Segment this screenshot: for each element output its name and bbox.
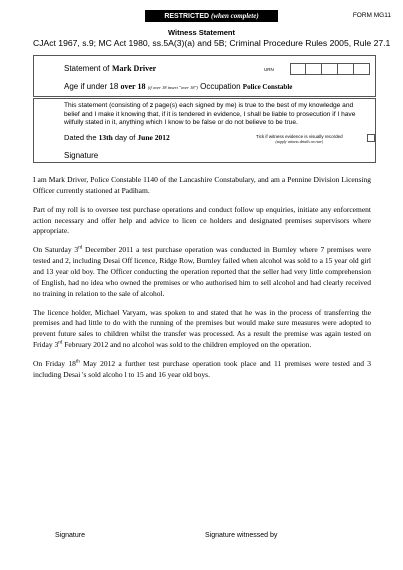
dated-month-year: June 2012 <box>137 133 170 142</box>
superscript: rd <box>58 340 63 346</box>
top-bar <box>0 10 403 22</box>
text-run: On Friday 18 <box>33 358 76 368</box>
form-number: FORM MG11 <box>348 10 391 22</box>
text-run: The licence holder, Michael Varyam, was spoken to and stated that he was in the process of transferring the premises and had little to do with the running of the premises but would make sure measures were adopted to prevent future sales to children whilst the transfer was processed. As a result the premise was again tested on Friday 3 <box>33 307 371 349</box>
declaration-text-end: page(s) each signed by me) is true to the best of my knowledge and belief and I make it knowing that, if it is tendered in evidence, I shall be liable to prosecution if I have wilfully stated in it, anything which I know to be false or do not believe to be true. <box>64 102 356 127</box>
age-value: over 18 <box>120 82 146 91</box>
urn-cell[interactable] <box>290 63 306 75</box>
dated-day: 13th <box>98 133 113 142</box>
statement-body <box>33 175 371 389</box>
dated-label: Dated the <box>64 133 97 142</box>
superscript: th <box>75 359 80 365</box>
restricted-note: (when complete) <box>211 12 259 20</box>
acts-reference: CJAct 1967, s.9; MC Act 1980, ss.5A(3)(a) and 5B; Criminal Procedure Rules 2005, Rule 27.1 <box>33 38 391 48</box>
paragraph <box>33 359 371 381</box>
footer-signature-label: Signature <box>55 532 85 539</box>
urn-cell[interactable] <box>354 63 370 75</box>
declaration-box <box>33 98 376 163</box>
declaration-text <box>64 102 370 128</box>
age-occupation-row <box>64 82 292 91</box>
declaration-text-start: This statement (consisting of <box>64 102 150 109</box>
restricted-label: RESTRICTED <box>164 13 210 20</box>
visual-record-checkbox[interactable] <box>367 134 375 142</box>
witness-visual-note <box>256 134 343 145</box>
urn-field[interactable] <box>290 63 370 75</box>
text-run: On Saturday 3 <box>33 245 79 255</box>
dated-line <box>64 133 170 142</box>
paragraph: I am Mark Driver, Police Constable 1140 of the Lancashire Constabulary, and am a Pennine Division Licensing Officer currently stationed at Padiham. <box>33 175 371 195</box>
urn-cell[interactable] <box>322 63 338 75</box>
dated-mid: day of <box>114 133 136 142</box>
urn-cell[interactable] <box>306 63 322 75</box>
paragraph: Part of my roll is to oversee test purchase operations and conduct follow up enquiries, initiate any enforcement action necessary and offer help and advice to licen ce holders and designated premises supervisors where appropriate. <box>33 204 371 236</box>
superscript: rd <box>78 245 83 251</box>
signature-label: Signature <box>64 151 99 160</box>
statement-of-label: Statement of <box>64 64 110 73</box>
statement-details-box <box>33 55 376 97</box>
occupation-label: Occupation <box>200 82 241 91</box>
text-run: February 2012 and no alcohol was sold to the children employed on the operation. <box>62 339 312 349</box>
urn-label: URN <box>264 67 274 72</box>
witness-note-sub: (supply witness details on rear) <box>275 139 324 144</box>
urn-cell[interactable] <box>338 63 354 75</box>
paragraph <box>33 308 371 351</box>
page-title: Witness Statement <box>167 28 236 37</box>
occupation-value: Police Constable <box>242 83 293 91</box>
restricted-banner <box>145 10 278 22</box>
witness-note-text: Tick if witness evidence is visually recorded <box>256 134 343 139</box>
age-note: (if over 18 insert "over 18") <box>147 85 198 90</box>
page-count: 2 <box>149 102 154 109</box>
footer-witnessed-label: Signature witnessed by <box>205 532 278 539</box>
text-run: December 2011 a test purchase operation was conducted in Burnley where 7 premises were tested and 2, including Desai Off licence, Ridge Row, Burnley failed when alcohol was sold to a 15 year old girl and 13 year old boy. The Officer conducting the operation reported that the seller had very little comprehension of English, had no idea who owned the premises or who authorised him to sell alcohol and had clearly received no training in relation to the sale of alcohol. <box>33 245 371 298</box>
text-run: May 2012 a further test purchase operation took place and 11 premises were tested and 3 including Desai 's sold alcoho l to 15 and 16 year old boys. <box>33 358 371 379</box>
paragraph <box>33 245 371 299</box>
statement-of-value: Mark Driver <box>112 64 157 73</box>
age-label: Age if under 18 <box>64 82 119 91</box>
